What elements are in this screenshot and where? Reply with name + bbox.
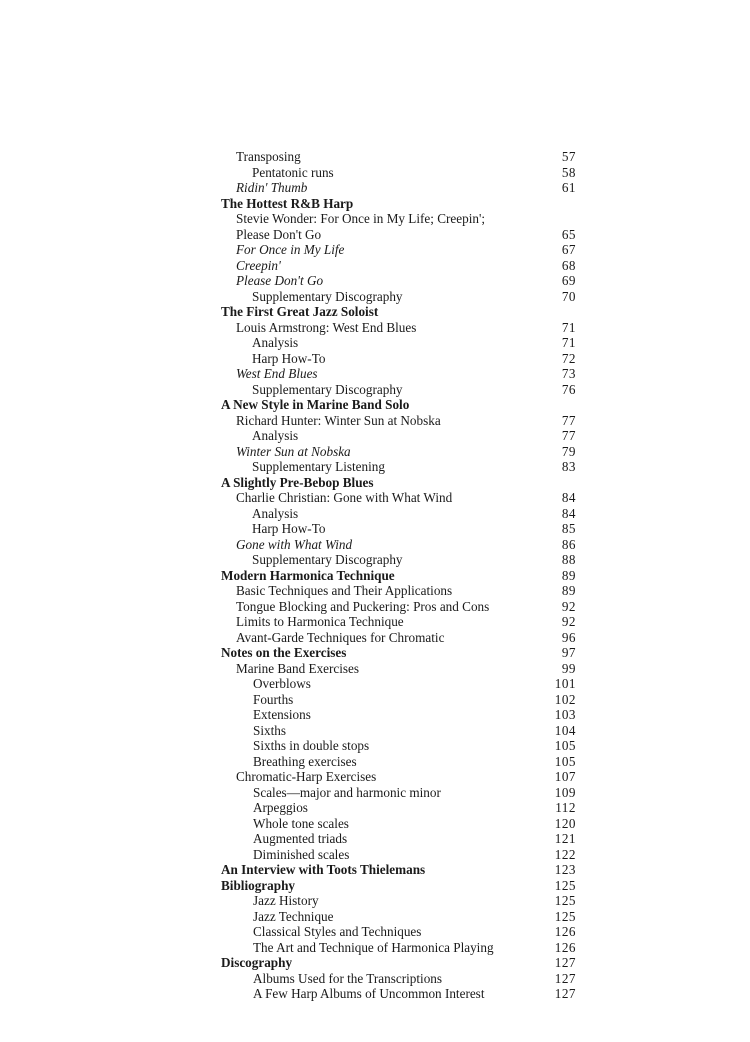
toc-entry	[0, 723, 750, 739]
toc-entry-title: The Hottest R&B Harp	[221, 195, 354, 211]
toc-entry-page-number: 88	[561, 552, 576, 567]
toc-entry	[0, 459, 750, 475]
toc-entry-title: Limits to Harmonica Technique	[236, 614, 404, 629]
toc-entry	[0, 831, 750, 847]
toc-entry-title: Gone with What Wind	[236, 536, 353, 552]
toc-entry-title: Tongue Blocking and Puckering: Pros and Cons	[236, 598, 490, 614]
toc-entry-page-number: 84	[561, 505, 576, 521]
toc-entry-title: Supplementary Listening	[252, 459, 385, 474]
toc-entry-title: The Art and Technique of Harmonica Playing	[253, 939, 494, 955]
toc-entry-page-number: 71	[561, 319, 576, 335]
toc-entry-page-number: 122	[554, 846, 576, 862]
toc-entry	[0, 537, 750, 553]
toc-entry-title: Sixths	[253, 722, 286, 738]
toc-entry-title: The First Great Jazz Soloist	[221, 304, 379, 319]
toc-entry	[0, 955, 750, 971]
toc-entry-title: Notes on the Exercises	[221, 645, 347, 660]
toc-entry	[0, 289, 750, 305]
toc-entry-title: Pentatonic runs	[252, 164, 334, 180]
toc-entry-title: Supplementary Discography	[252, 288, 403, 304]
toc-entry-page-number: 109	[554, 784, 576, 800]
toc-entry	[0, 692, 750, 708]
toc-entry-page-number: 127	[554, 986, 576, 1001]
toc-entry-title: Discography	[221, 955, 293, 970]
toc-entry-page-number: 127	[554, 955, 576, 970]
toc-entry-page-number: 126	[554, 924, 576, 939]
toc-entry	[0, 211, 750, 227]
toc-entry	[0, 707, 750, 723]
toc-entry-page-number: 77	[561, 412, 576, 428]
toc-entry	[0, 165, 750, 181]
toc-entry	[0, 738, 750, 754]
toc-entry	[0, 661, 750, 677]
toc-entry-page-number: 69	[561, 273, 576, 288]
toc-entry-title: Augmented triads	[253, 831, 348, 846]
toc-entry-page-number: 92	[561, 598, 576, 614]
toc-entry-title: An Interview with Toots Thielemans	[221, 862, 426, 877]
toc-entry-title: Harp How-To	[252, 521, 326, 536]
toc-entry-page-number: 127	[554, 970, 576, 986]
toc-entry	[0, 149, 750, 165]
toc-entry-title: Please Don't Go	[236, 273, 324, 288]
toc-entry-page-number: 97	[561, 645, 576, 660]
toc-entry-page-number: 123	[554, 862, 576, 877]
toc-entry-page-number: 85	[561, 521, 576, 536]
toc-entry	[0, 258, 750, 274]
toc-entry	[0, 847, 750, 863]
toc-entry	[0, 769, 750, 785]
toc-entry-title: Scales—major and harmonic minor	[253, 784, 441, 800]
toc-entry-page-number: 61	[561, 180, 576, 195]
toc-entry-page-number: 70	[561, 288, 576, 304]
toc-entry-title: Chromatic-Harp Exercises	[236, 769, 377, 784]
toc-entry-title: Analysis	[252, 335, 299, 350]
toc-entry	[0, 382, 750, 398]
toc-entry	[0, 800, 750, 816]
toc-entry	[0, 893, 750, 909]
toc-entry	[0, 227, 750, 243]
toc-entry	[0, 986, 750, 1002]
toc-entry-title: Arpeggios	[253, 800, 308, 815]
toc-entry-page-number: 102	[554, 691, 576, 707]
toc-entry-page-number: 58	[561, 164, 576, 180]
toc-entry-title: Harp How-To	[252, 350, 326, 366]
toc-entry-title: Winter Sun at Nobska	[236, 443, 351, 459]
toc-entry-page-number: 125	[554, 893, 576, 908]
toc-entry-title: Stevie Wonder: For Once in My Life; Creepin';	[236, 211, 486, 226]
toc-entry-title: Albums Used for the Transcriptions	[253, 970, 443, 986]
toc-entry	[0, 273, 750, 289]
toc-entry	[0, 552, 750, 568]
toc-entry	[0, 599, 750, 615]
toc-entry-page-number: 72	[561, 350, 576, 366]
toc-entry	[0, 366, 750, 382]
toc-entry	[0, 583, 750, 599]
toc-entry-page-number: 120	[554, 815, 576, 831]
toc-entry	[0, 614, 750, 630]
toc-entry-page-number: 68	[561, 257, 576, 273]
toc-entry-title: Analysis	[252, 505, 299, 521]
toc-entry-page-number: 71	[561, 335, 576, 350]
toc-entry-page-number: 125	[554, 877, 576, 893]
toc-entry	[0, 475, 750, 491]
toc-entry-title: Creepin'	[236, 257, 281, 273]
toc-entry-page-number: 107	[554, 769, 576, 784]
toc-entry-page-number: 99	[561, 660, 576, 676]
toc-entry	[0, 971, 750, 987]
toc-entry	[0, 397, 750, 413]
toc-entry-title: Jazz History	[253, 893, 319, 908]
toc-entry	[0, 444, 750, 460]
toc-entry-title: West End Blues	[236, 366, 318, 381]
toc-entry	[0, 785, 750, 801]
toc-entry-title: Basic Techniques and Their Applications	[236, 583, 453, 598]
toc-entry-title: Fourths	[253, 691, 294, 707]
toc-entry	[0, 862, 750, 878]
toc-entry	[0, 428, 750, 444]
toc-entry	[0, 754, 750, 770]
toc-entry	[0, 196, 750, 212]
toc-entry-page-number: 57	[561, 149, 576, 164]
toc-entry-page-number: 105	[554, 753, 576, 769]
toc-entry-title: Analysis	[252, 428, 299, 443]
toc-entry-page-number: 121	[554, 831, 576, 846]
toc-entry-title: Extensions	[253, 707, 311, 722]
toc-entry	[0, 521, 750, 537]
toc-entry-title: Please Don't Go	[236, 226, 322, 242]
toc-entry-title: Marine Band Exercises	[236, 660, 360, 676]
toc-entry-title: Diminished scales	[253, 846, 350, 862]
toc-entry-page-number: 79	[561, 443, 576, 459]
toc-entry-title: Modern Harmonica Technique	[221, 567, 395, 583]
toc-entry	[0, 490, 750, 506]
toc-entry	[0, 413, 750, 429]
toc-entry-page-number: 84	[561, 490, 576, 505]
toc-entry	[0, 630, 750, 646]
toc-entry-page-number: 112	[555, 800, 576, 815]
toc-entry-title: A Slightly Pre-Bebop Blues	[221, 474, 374, 490]
toc-entry-title: Charlie Christian: Gone with What Wind	[236, 490, 453, 505]
toc-entry-title: Supplementary Discography	[252, 381, 403, 397]
toc-entry-page-number: 86	[561, 536, 576, 552]
toc-entry-page-number: 105	[554, 738, 576, 753]
toc-entry-page-number: 101	[554, 676, 576, 691]
toc-entry	[0, 940, 750, 956]
toc-entry-page-number: 96	[561, 629, 576, 645]
toc-entry	[0, 180, 750, 196]
toc-entry	[0, 676, 750, 692]
toc-entry	[0, 568, 750, 584]
toc-entry	[0, 816, 750, 832]
toc-entry	[0, 924, 750, 940]
toc-entry	[0, 645, 750, 661]
toc-entry	[0, 320, 750, 336]
toc-entry-page-number: 67	[561, 242, 576, 257]
toc-entry-title: Richard Hunter: Winter Sun at Nobska	[236, 412, 441, 428]
toc-entry-title: Ridin' Thumb	[236, 180, 308, 195]
toc-entry-page-number: 73	[561, 366, 576, 381]
toc-entry-title: Bibliography	[221, 877, 296, 893]
toc-entry-title: Transposing	[236, 149, 301, 164]
toc-entry-title: Avant-Garde Techniques for Chromatic	[236, 629, 445, 645]
toc-entry	[0, 878, 750, 894]
toc-entry-page-number: 89	[561, 583, 576, 598]
toc-entry-title: Supplementary Discography	[252, 552, 403, 567]
toc-entry-page-number: 77	[561, 428, 576, 443]
toc-entry-title: Classical Styles and Techniques	[253, 924, 422, 939]
toc-entry	[0, 242, 750, 258]
toc-entry-title: Sixths in double stops	[253, 738, 370, 753]
toc-entry-title: For Once in My Life	[236, 242, 345, 257]
toc-entry-page-number: 89	[561, 567, 576, 583]
toc-entry-page-number: 125	[554, 908, 576, 924]
toc-entry	[0, 335, 750, 351]
toc-entry-page-number: 103	[554, 707, 576, 722]
toc-entry	[0, 506, 750, 522]
toc-entry-page-number: 104	[554, 722, 576, 738]
toc-entry-title: A Few Harp Albums of Uncommon Interest	[253, 986, 485, 1001]
toc-entry-page-number: 92	[561, 614, 576, 629]
toc-entry-title: Overblows	[253, 676, 311, 691]
toc-entry-title: Breathing exercises	[253, 753, 357, 769]
toc-entry-page-number: 126	[554, 939, 576, 955]
toc-entry	[0, 351, 750, 367]
toc-entry-page-number: 83	[561, 459, 576, 474]
table-of-contents	[0, 149, 750, 1002]
toc-entry-page-number: 76	[561, 381, 576, 397]
toc-entry	[0, 909, 750, 925]
toc-entry-title: Jazz Technique	[253, 908, 334, 924]
toc-entry-title: Whole tone scales	[253, 815, 349, 831]
toc-entry-title: Louis Armstrong: West End Blues	[236, 319, 417, 335]
toc-entry-page-number: 65	[561, 226, 576, 242]
toc-entry	[0, 304, 750, 320]
toc-entry-title: A New Style in Marine Band Solo	[221, 397, 410, 412]
